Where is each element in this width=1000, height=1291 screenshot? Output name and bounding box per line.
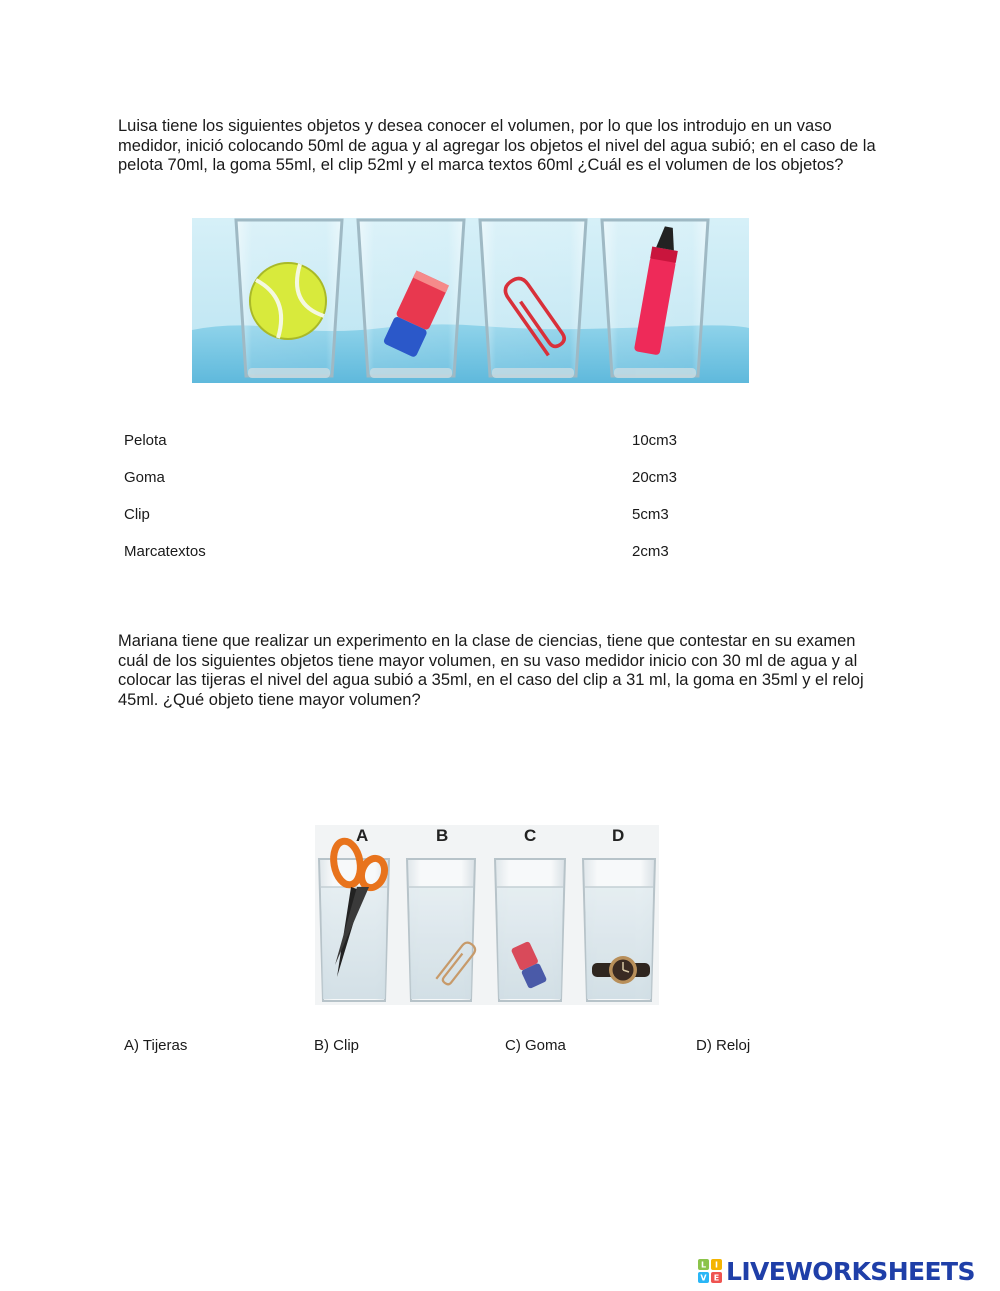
glasses-figure-2 (315, 825, 659, 1005)
figure-label: A (356, 826, 369, 845)
item-value[interactable]: 10cm3 (632, 432, 678, 449)
tennis-ball-icon (250, 263, 326, 339)
svg-text:I: I (715, 1260, 718, 1270)
liveworksheets-logo (698, 1257, 975, 1285)
item-label: Clip (124, 506, 150, 523)
item-label: Marcatextos (124, 543, 206, 560)
figure-label: C (524, 826, 537, 845)
logo-text: LIVEWORKSHEETS (726, 1256, 975, 1286)
question1-text: Luisa tiene los siguientes objetos y desea conocer el volumen, por lo que los introdujo en un vaso medidor, inició colocando 50ml de agua y al agregar los objetos el nivel del agua subió; en el caso de la pelota 70ml, la goma 55ml, el clip 52ml y el marca textos 60ml ¿Cuál es el volumen de los objetos? (118, 117, 876, 174)
svg-text:L: L (700, 1260, 707, 1270)
option-d[interactable]: D) Reloj (696, 1037, 751, 1054)
logo-badge-icon (698, 1259, 722, 1283)
item-label: Pelota (124, 432, 167, 449)
option-b[interactable]: B) Clip (314, 1037, 360, 1054)
svg-text:V: V (700, 1273, 707, 1283)
question2-text: Mariana tiene que realizar un experimento en la clase de ciencias, tiene que contestar en su examen cuál de los siguientes objetos tiene mayor volumen, en su vaso medidor inicio con 30 ml de agua y al colocar las tijeras el nivel del agua subió a 35ml, en el caso del clip a 31 ml, la goma en 35ml y el reloj 45ml. ¿Qué objeto tiene mayor volumen? (118, 632, 864, 709)
item-value[interactable]: 5cm3 (632, 506, 669, 523)
svg-text:E: E (713, 1273, 720, 1283)
item-value[interactable]: 2cm3 (632, 543, 669, 560)
figure-label: D (612, 826, 625, 845)
option-c[interactable]: C) Goma (505, 1037, 566, 1054)
item-value[interactable]: 20cm3 (632, 469, 678, 486)
item-label: Goma (124, 469, 165, 486)
option-a[interactable]: A) Tijeras (124, 1037, 188, 1054)
glasses-figure-1 (192, 218, 749, 383)
figure-label: B (436, 826, 449, 845)
